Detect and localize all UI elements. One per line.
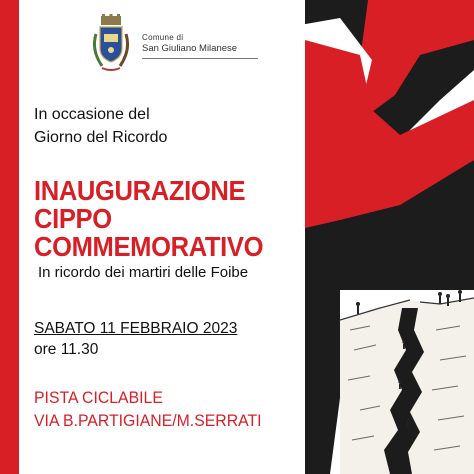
municipality-name [142,32,258,59]
title-line-2: CIPPO [34,203,112,234]
event-title [34,177,285,261]
intro-line-2: Giorno del Ricordo [34,129,168,146]
event-location [34,386,285,432]
left-red-lower [0,300,19,474]
municipality-label: Comune di [142,33,184,42]
municipality-city: San Giuliano Milanese [142,43,238,54]
foibe-chasm-icon [340,290,474,474]
title-line-3: COMMEMORATIVO [34,231,264,262]
event-date: SABATO 11 FEBBRAIO 2023 [34,320,238,337]
location-line-2: VIA B.PARTIGIANE/M.SERRATI [34,411,262,430]
municipality-header [88,14,258,76]
header-divider [142,58,258,59]
location-line-1: PISTA CICLABILE [34,388,163,407]
event-time: ore 11.30 [34,341,99,358]
intro-line-1: In occasione del [34,106,150,123]
intro-text [34,103,294,149]
title-line-1: INAUGURAZIONE [34,175,246,206]
coat-of-arms-icon [88,14,134,76]
event-subtitle: In ricordo dei martiri delle Foibe [38,264,249,281]
event-datetime [34,318,294,360]
